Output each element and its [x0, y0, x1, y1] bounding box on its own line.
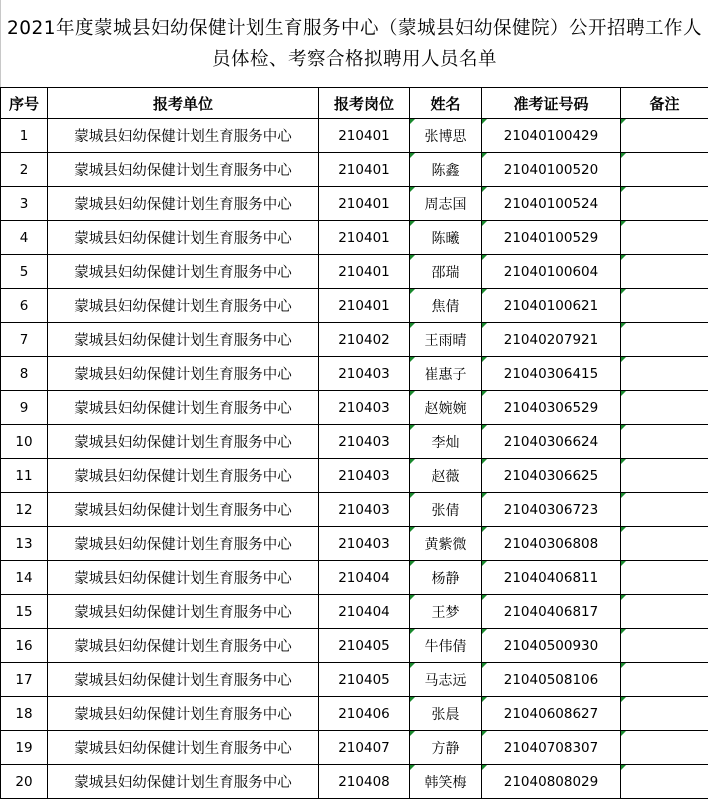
cell-name: 杨静 — [410, 561, 482, 595]
cell-post: 210407 — [319, 731, 410, 765]
cell-serial-number: 16 — [1, 629, 48, 663]
table-row — [1, 119, 708, 153]
cell-serial-number: 13 — [1, 527, 48, 561]
title-line-1: 2021年度蒙城县妇幼保健计划生育服务中心（蒙城县妇幼保健院）公开招聘工作人 — [6, 17, 703, 39]
header-remarks: 备注 — [621, 88, 708, 119]
cell-serial-number: 20 — [1, 765, 48, 799]
table-body — [1, 119, 708, 799]
cell-name: 邵瑞 — [410, 255, 482, 289]
cell-remarks — [621, 765, 708, 799]
cell-name: 牛伟倩 — [410, 629, 482, 663]
cell-unit: 蒙城县妇幼保健计划生育服务中心 — [48, 391, 319, 425]
table-row — [1, 663, 708, 697]
cell-serial-number: 17 — [1, 663, 48, 697]
cell-exam-ticket: 21040306808 — [482, 527, 621, 561]
table-row — [1, 255, 708, 289]
table-row — [1, 731, 708, 765]
cell-exam-ticket: 21040608627 — [482, 697, 621, 731]
cell-unit: 蒙城县妇幼保健计划生育服务中心 — [48, 459, 319, 493]
cell-remarks — [621, 391, 708, 425]
table-row — [1, 561, 708, 595]
cell-remarks — [621, 221, 708, 255]
cell-post: 210405 — [319, 663, 410, 697]
cell-name: 赵薇 — [410, 459, 482, 493]
cell-serial-number: 19 — [1, 731, 48, 765]
cell-name: 李灿 — [410, 425, 482, 459]
table-row — [1, 493, 708, 527]
cell-serial-number: 1 — [1, 119, 48, 153]
cell-unit: 蒙城县妇幼保健计划生育服务中心 — [48, 187, 319, 221]
cell-post: 210404 — [319, 595, 410, 629]
cell-remarks — [621, 153, 708, 187]
cell-serial-number: 12 — [1, 493, 48, 527]
cell-post: 210401 — [319, 221, 410, 255]
cell-unit: 蒙城县妇幼保健计划生育服务中心 — [48, 697, 319, 731]
cell-serial-number: 7 — [1, 323, 48, 357]
cell-serial-number: 5 — [1, 255, 48, 289]
cell-post: 210403 — [319, 425, 410, 459]
cell-name: 张倩 — [410, 493, 482, 527]
header-serial-number: 序号 — [1, 88, 48, 119]
cell-name: 张晨 — [410, 697, 482, 731]
cell-exam-ticket: 21040306624 — [482, 425, 621, 459]
cell-name: 方静 — [410, 731, 482, 765]
cell-remarks — [621, 289, 708, 323]
cell-post: 210401 — [319, 119, 410, 153]
cell-exam-ticket: 21040100429 — [482, 119, 621, 153]
cell-remarks — [621, 663, 708, 697]
cell-remarks — [621, 493, 708, 527]
cell-remarks — [621, 187, 708, 221]
cell-exam-ticket: 21040708307 — [482, 731, 621, 765]
cell-serial-number: 3 — [1, 187, 48, 221]
cell-post: 210403 — [319, 391, 410, 425]
cell-name: 赵婉婉 — [410, 391, 482, 425]
candidate-table — [0, 87, 708, 799]
cell-exam-ticket: 21040100520 — [482, 153, 621, 187]
header-unit: 报考单位 — [48, 88, 319, 119]
cell-remarks — [621, 697, 708, 731]
cell-serial-number: 8 — [1, 357, 48, 391]
cell-name: 王雨晴 — [410, 323, 482, 357]
cell-name: 黄紫微 — [410, 527, 482, 561]
cell-remarks — [621, 119, 708, 153]
cell-exam-ticket: 21040100524 — [482, 187, 621, 221]
table-row — [1, 765, 708, 799]
table-row — [1, 221, 708, 255]
cell-post: 210401 — [319, 289, 410, 323]
cell-exam-ticket: 21040406811 — [482, 561, 621, 595]
cell-name: 崔惠子 — [410, 357, 482, 391]
cell-exam-ticket: 21040100529 — [482, 221, 621, 255]
cell-unit: 蒙城县妇幼保健计划生育服务中心 — [48, 119, 319, 153]
cell-post: 210405 — [319, 629, 410, 663]
cell-serial-number: 2 — [1, 153, 48, 187]
cell-unit: 蒙城县妇幼保健计划生育服务中心 — [48, 425, 319, 459]
cell-post: 210404 — [319, 561, 410, 595]
cell-unit: 蒙城县妇幼保健计划生育服务中心 — [48, 357, 319, 391]
cell-serial-number: 11 — [1, 459, 48, 493]
cell-remarks — [621, 425, 708, 459]
table-row — [1, 629, 708, 663]
cell-exam-ticket: 21040306415 — [482, 357, 621, 391]
cell-unit: 蒙城县妇幼保健计划生育服务中心 — [48, 765, 319, 799]
cell-remarks — [621, 629, 708, 663]
cell-unit: 蒙城县妇幼保健计划生育服务中心 — [48, 595, 319, 629]
cell-name: 韩笑梅 — [410, 765, 482, 799]
table-row — [1, 697, 708, 731]
cell-exam-ticket: 21040500930 — [482, 629, 621, 663]
cell-serial-number: 14 — [1, 561, 48, 595]
cell-name: 王梦 — [410, 595, 482, 629]
cell-unit: 蒙城县妇幼保健计划生育服务中心 — [48, 629, 319, 663]
cell-exam-ticket: 21040306723 — [482, 493, 621, 527]
table-row — [1, 425, 708, 459]
cell-unit: 蒙城县妇幼保健计划生育服务中心 — [48, 221, 319, 255]
table-row — [1, 595, 708, 629]
cell-exam-ticket: 21040306625 — [482, 459, 621, 493]
table-row — [1, 357, 708, 391]
title-line-2: 员体检、考察合格拟聘用人员名单 — [211, 48, 497, 70]
cell-exam-ticket: 21040406817 — [482, 595, 621, 629]
cell-unit: 蒙城县妇幼保健计划生育服务中心 — [48, 731, 319, 765]
cell-exam-ticket: 21040808029 — [482, 765, 621, 799]
table-row — [1, 391, 708, 425]
cell-exam-ticket: 21040508106 — [482, 663, 621, 697]
header-exam-ticket: 准考证号码 — [482, 88, 621, 119]
cell-post: 210403 — [319, 357, 410, 391]
cell-remarks — [621, 595, 708, 629]
cell-post: 210403 — [319, 527, 410, 561]
cell-exam-ticket: 21040100604 — [482, 255, 621, 289]
cell-post: 210406 — [319, 697, 410, 731]
cell-exam-ticket: 21040207921 — [482, 323, 621, 357]
cell-unit: 蒙城县妇幼保健计划生育服务中心 — [48, 561, 319, 595]
cell-unit: 蒙城县妇幼保健计划生育服务中心 — [48, 255, 319, 289]
cell-serial-number: 4 — [1, 221, 48, 255]
table-row — [1, 323, 708, 357]
cell-post: 210403 — [319, 493, 410, 527]
cell-name: 周志国 — [410, 187, 482, 221]
cell-exam-ticket: 21040100621 — [482, 289, 621, 323]
table-row — [1, 289, 708, 323]
cell-serial-number: 18 — [1, 697, 48, 731]
cell-name: 陈曦 — [410, 221, 482, 255]
cell-unit: 蒙城县妇幼保健计划生育服务中心 — [48, 527, 319, 561]
cell-name: 张博思 — [410, 119, 482, 153]
cell-serial-number: 10 — [1, 425, 48, 459]
cell-remarks — [621, 255, 708, 289]
cell-remarks — [621, 731, 708, 765]
cell-post: 210401 — [319, 255, 410, 289]
cell-exam-ticket: 21040306529 — [482, 391, 621, 425]
cell-name: 陈鑫 — [410, 153, 482, 187]
cell-serial-number: 15 — [1, 595, 48, 629]
cell-remarks — [621, 357, 708, 391]
table-row — [1, 459, 708, 493]
cell-post: 210401 — [319, 153, 410, 187]
table-header-row — [1, 88, 708, 119]
cell-name: 马志远 — [410, 663, 482, 697]
header-name: 姓名 — [410, 88, 482, 119]
cell-post: 210402 — [319, 323, 410, 357]
header-post: 报考岗位 — [319, 88, 410, 119]
cell-unit: 蒙城县妇幼保健计划生育服务中心 — [48, 153, 319, 187]
cell-name: 焦倩 — [410, 289, 482, 323]
cell-serial-number: 6 — [1, 289, 48, 323]
cell-post: 210401 — [319, 187, 410, 221]
cell-unit: 蒙城县妇幼保健计划生育服务中心 — [48, 323, 319, 357]
cell-remarks — [621, 527, 708, 561]
cell-post: 210408 — [319, 765, 410, 799]
cell-remarks — [621, 459, 708, 493]
cell-unit: 蒙城县妇幼保健计划生育服务中心 — [48, 663, 319, 697]
table-row — [1, 153, 708, 187]
table-row — [1, 527, 708, 561]
cell-unit: 蒙城县妇幼保健计划生育服务中心 — [48, 289, 319, 323]
table-row — [1, 187, 708, 221]
cell-remarks — [621, 323, 708, 357]
cell-post: 210403 — [319, 459, 410, 493]
cell-remarks — [621, 561, 708, 595]
cell-serial-number: 9 — [1, 391, 48, 425]
document-title — [0, 0, 708, 87]
cell-unit: 蒙城县妇幼保健计划生育服务中心 — [48, 493, 319, 527]
